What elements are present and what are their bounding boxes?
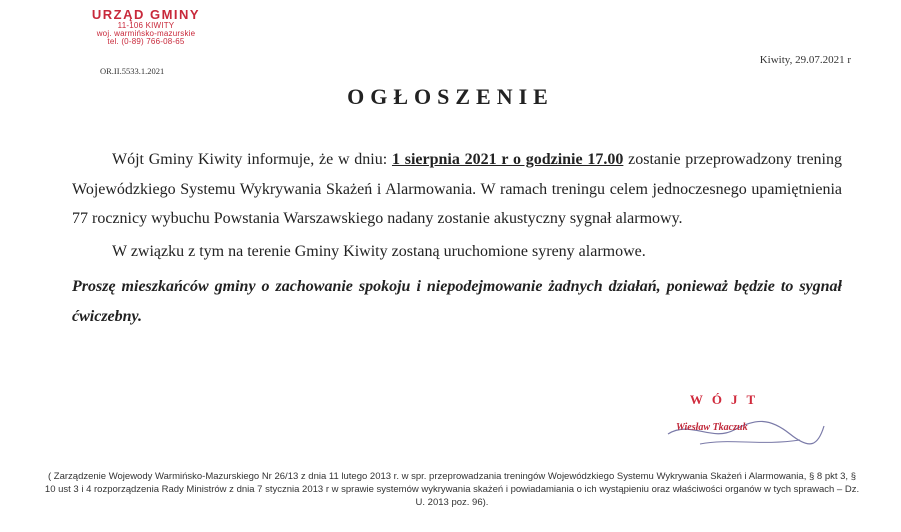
- announcement-body: [72, 145, 842, 331]
- reference-number: OR.II.5533.1.2021: [100, 66, 165, 76]
- event-date: 1 sierpnia 2021 r o godzinie 17.00: [391, 151, 624, 168]
- appeal-text: Proszę mieszkańców gminy o zachowanie spokoju i niepodejmowanie żadnych działań, ponieważ będzie to sygnał ćwiczebny.: [72, 278, 842, 325]
- signature-title: WÓJT: [689, 392, 765, 407]
- stamp-postal-line: 11-106 KIWITY: [117, 20, 175, 30]
- stamp-phone-line: tel. (0-89) 766-08-65: [107, 37, 185, 47]
- place-date: Kiwity, 29.07.2021 r: [759, 54, 851, 66]
- paragraph-intro: Wójt Gminy Kiwity informuje, że w dniu:: [112, 151, 392, 168]
- stamp-office-name: URZĄD GMINY: [91, 7, 201, 22]
- signature-stamp: [662, 392, 792, 408]
- signature-name: Wiesław Tkaczuk: [676, 422, 748, 433]
- page-title: OGŁOSZENIE: [347, 84, 554, 109]
- paragraph-main: [72, 145, 842, 234]
- office-stamp: [76, 8, 216, 47]
- paragraph-sirens: W związku z tym na terenie Gminy Kiwity zostaną uruchomione syreny alarmowe.: [112, 242, 646, 260]
- stamp-region-line: woj. warmińsko-mazurskie: [96, 29, 196, 39]
- legal-footnote: ( Zarządzenie Wojewody Warmińsko-Mazurskiego Nr 26/13 z dnia 11 lutego 2013 r. w spr. przeprowadzania treningów Wojewódzkiego Systemu Wykrywania Skażeń i Alarmowania, § 8 pkt 3, § 10 ust 3 i 4 rozporządzenia Rady Ministrów z dnia 7 stycznia 2013 r w sprawie systemów wykrywania skażeń i powiadamiania o ich wystąpieniu oraz właściwości organów w tych sprawach – Dz. U. 2013 poz. 96).: [44, 471, 860, 508]
- paragraph-details: zostanie przeprowadzony trening Wojewódzkiego Systemu Wykrywania Skażeń i Alarmowania. W ramach treningu celem jednoczesnego upamiętnienia 77 rocznicy wybuchu Powstania Warszawskiego nadany zostanie akustyczny sygnał alarmowy.: [72, 151, 843, 227]
